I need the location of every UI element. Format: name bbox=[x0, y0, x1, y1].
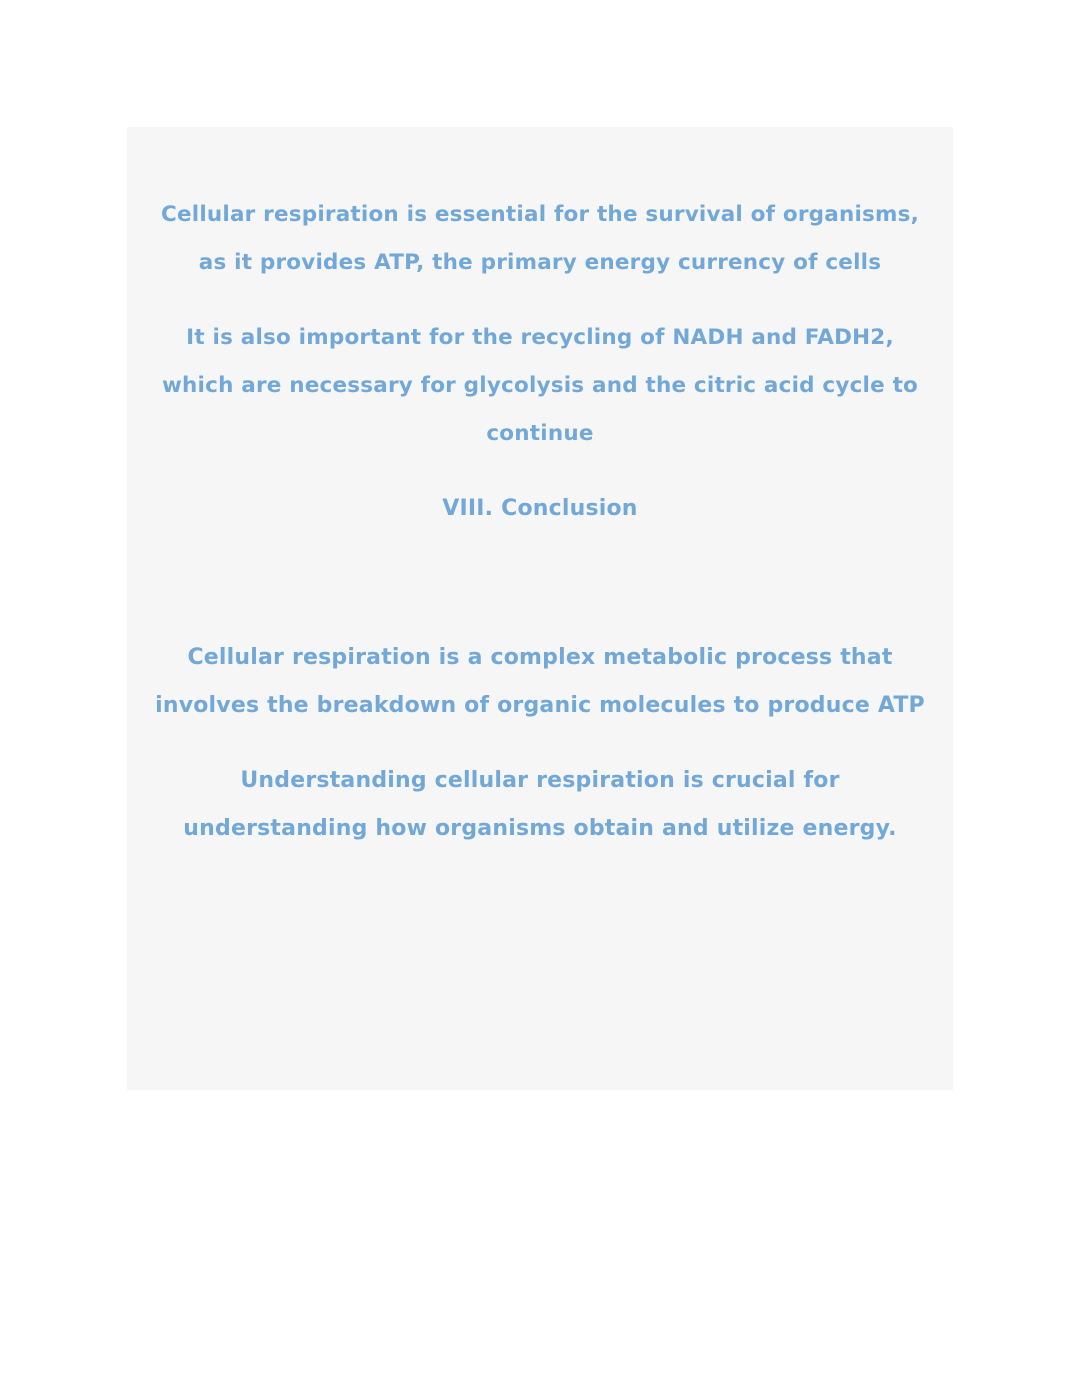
text-line: It is also important for the recycling of NADH and FADH2, bbox=[186, 325, 894, 350]
text-line: involves the breakdown of organic molecules to produce ATP bbox=[155, 693, 925, 718]
text-line: Cellular respiration is essential for the survival of organisms, bbox=[160, 202, 919, 227]
text-line: which are necessary for glycolysis and the citric acid cycle to bbox=[161, 373, 919, 398]
text-line: as it provides ATP, the primary energy currency of cells bbox=[198, 250, 882, 275]
paragraph-recycling bbox=[127, 314, 953, 458]
text-line: understanding how organisms obtain and utilize energy. bbox=[183, 816, 897, 841]
paragraph-survival bbox=[127, 191, 953, 287]
paragraph-conclusion bbox=[127, 634, 953, 730]
text-line: Cellular respiration is a complex metabolic process that bbox=[187, 645, 893, 670]
content-card bbox=[127, 127, 953, 1090]
text-line: continue bbox=[486, 421, 594, 446]
section-heading: VIII. Conclusion bbox=[442, 496, 638, 521]
paragraph-understanding bbox=[127, 757, 953, 853]
text-line: Understanding cellular respiration is crucial for bbox=[240, 768, 840, 793]
